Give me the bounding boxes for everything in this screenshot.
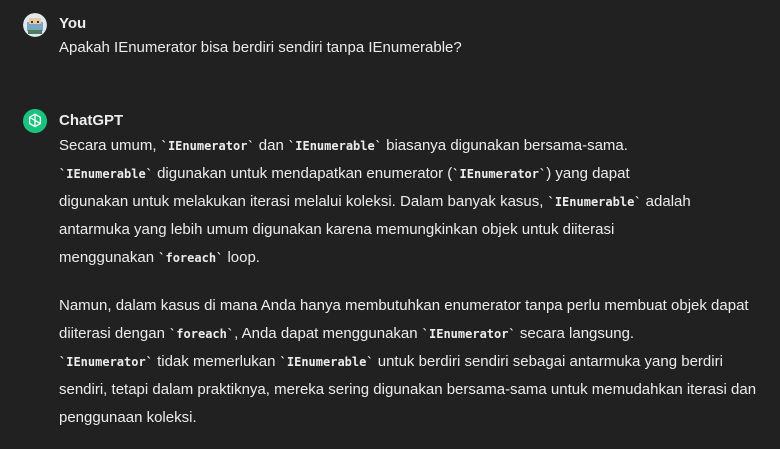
text-segment: Secara umum,	[59, 137, 161, 154]
inline-code: `IEnumerable`	[279, 355, 374, 369]
text-segment: dan	[254, 137, 289, 154]
assistant-author-name: ChatGPT	[59, 112, 124, 129]
text-segment: digunakan untuk mendapatkan enumerator (	[152, 165, 453, 182]
inline-code: `IEnumerator`	[160, 139, 255, 153]
openai-logo-icon	[23, 109, 47, 133]
text-segment: tidak memerlukan	[152, 353, 280, 370]
user-author-name: You	[59, 15, 87, 32]
inline-code: `foreach`	[158, 251, 224, 265]
assistant-paragraph-2	[59, 292, 759, 432]
assistant-message-body	[59, 132, 759, 432]
text-segment: adalah antarmuka yang lebih umum digunakan karena memungkinkan objek untuk diiterasi menggunakan	[59, 193, 691, 266]
inline-code: `foreach`	[169, 327, 235, 341]
text-segment: untuk berdiri sendiri sebagai antarmuka yang berdiri sendiri, tetapi dalam praktiknya, mereka sering digunakan bersama-sama untuk memudahkan iterasi dan penggunaan koleksi.	[59, 353, 757, 426]
inline-code: `IEnumerator`	[59, 355, 153, 369]
text-segment: ) yang dapat digunakan untuk melakukan iterasi melalui koleksi. Dalam banyak kasus,	[59, 165, 630, 210]
user-avatar-icon	[23, 13, 47, 37]
text-segment: secara langsung.	[515, 325, 635, 342]
text-segment: loop.	[223, 249, 260, 266]
user-message	[0, 0, 780, 80]
inline-code: `IEnumerable`	[59, 167, 153, 181]
assistant-paragraph-1	[59, 132, 699, 272]
text-segment: , Anda dapat menggunakan	[234, 325, 422, 342]
inline-code: `IEnumerable`	[547, 195, 642, 209]
inline-code: `IEnumerator`	[421, 327, 516, 341]
text-segment: biasanya digunakan bersama-sama.	[381, 137, 628, 154]
inline-code: `IEnumerator`	[452, 167, 547, 181]
user-message-text: Apakah IEnumerator bisa berdiri sendiri tanpa IEnumerable?	[59, 39, 462, 56]
inline-code: `IEnumerable`	[288, 139, 382, 153]
assistant-message	[0, 100, 780, 449]
text-segment: Namun, dalam kasus di mana Anda hanya membutuhkan enumerator tanpa perlu membuat objek dapat diiterasi dengan	[59, 297, 749, 342]
